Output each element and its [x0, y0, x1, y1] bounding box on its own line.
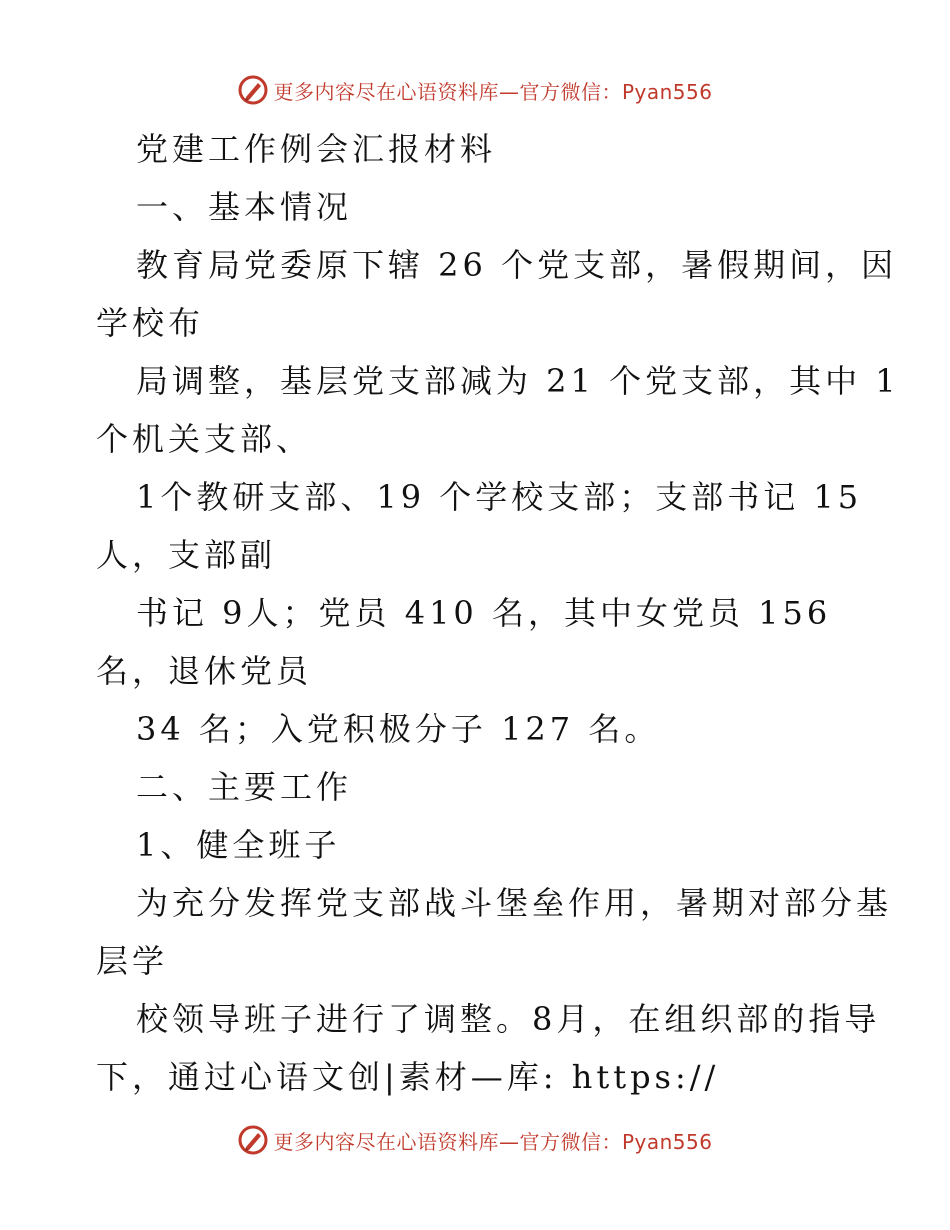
paragraph-line: 层学: [96, 942, 169, 980]
paragraph-line: 下，通过心语文创|素材—库: https://: [96, 1058, 720, 1096]
pen-logo-icon: [237, 1124, 269, 1156]
paragraph-line: 教育局党委原下辖 26 个党支部，暑假期间，因: [136, 246, 898, 284]
paragraph-line: 学校布: [96, 304, 205, 342]
paragraph-line: 个机关支部、: [96, 420, 313, 458]
watermark-text-top: 更多内容尽在心语资料库—官方微信：Pyan556: [273, 79, 713, 104]
subsection-heading: 1、健全班子: [136, 826, 341, 864]
paragraph-line: 校领导班子进行了调整。8月，在组织部的指导: [136, 1000, 881, 1038]
paragraph-line: 34 名；入党积极分子 127 名。: [136, 710, 661, 748]
section-heading-main-work: 二、主要工作: [136, 768, 353, 806]
watermark-banner-top: [0, 70, 950, 110]
section-heading-basic: 一、基本情况: [136, 188, 353, 226]
watermark-text-bottom: 更多内容尽在心语资料库—官方微信：Pyan556: [273, 1129, 713, 1154]
pen-logo-icon: [237, 74, 269, 106]
paragraph-line: 名，退休党员: [96, 652, 313, 690]
paragraph-line: 人，支部副: [96, 536, 277, 574]
doc-title: 党建工作例会汇报材料: [136, 130, 497, 168]
paragraph-line: 书记 9人；党员 410 名，其中女党员 156: [136, 594, 832, 632]
paragraph-line: 1个教研支部、19 个学校支部；支部书记 15: [136, 478, 863, 516]
paragraph-line: 为充分发挥党支部战斗堡垒作用，暑期对部分基: [136, 884, 893, 922]
paragraph-line: 局调整，基层党支部减为 21 个党支部，其中 1: [136, 362, 900, 400]
document-body: [96, 120, 900, 1106]
watermark-banner-bottom: [0, 1120, 950, 1160]
